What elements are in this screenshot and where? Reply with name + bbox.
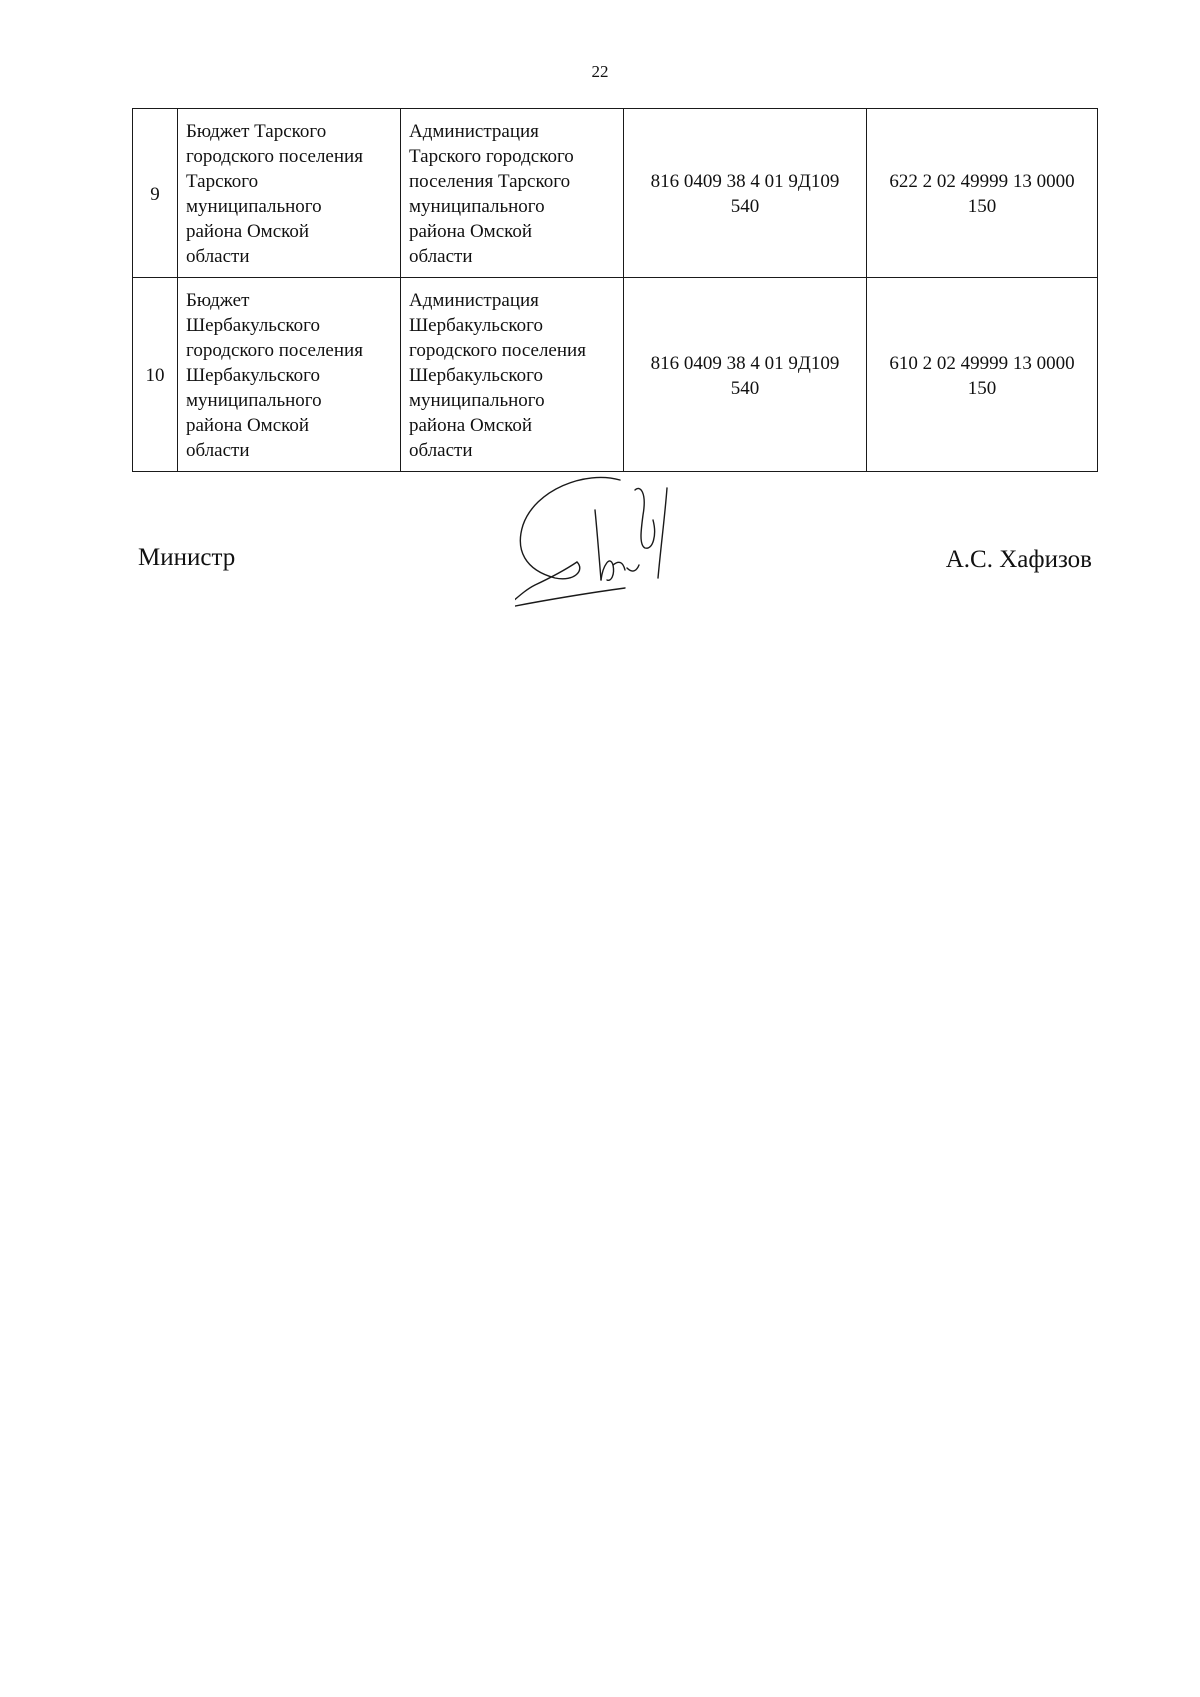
administrator-cell-line: Администрация bbox=[409, 121, 539, 142]
budget-table bbox=[132, 108, 1098, 472]
administrator-cell-line: муниципального bbox=[409, 196, 545, 217]
revenue-code-cell bbox=[867, 278, 1098, 472]
budget-name-cell-line: муниципального bbox=[186, 390, 322, 411]
budget-name-cell-line: Шербакульского bbox=[186, 365, 320, 386]
expense-code-cell-line: 816 0409 38 4 01 9Д109 bbox=[650, 352, 840, 374]
budget-name-cell-line: муниципального bbox=[186, 196, 322, 217]
budget-name-cell-line: района Омской bbox=[186, 221, 310, 242]
expense-code-cell-line: 816 0409 38 4 01 9Д109 bbox=[650, 171, 840, 192]
administrator-cell-line: городского поселения bbox=[409, 340, 586, 361]
administrator-cell-line: области bbox=[409, 246, 473, 267]
administrator-cell-line: района Омской bbox=[409, 221, 533, 242]
administrator-cell-line: Администрация bbox=[409, 290, 539, 311]
administrator-cell-line: муниципального bbox=[409, 390, 545, 411]
administrator-cell bbox=[401, 109, 624, 278]
table-row bbox=[133, 278, 1098, 472]
revenue-code-cell-line: 610 2 02 49999 13 0000 bbox=[889, 352, 1075, 374]
administrator-cell-line: Тарского городского bbox=[409, 146, 574, 167]
table-body bbox=[133, 109, 1098, 472]
budget-name-cell-line: области bbox=[186, 246, 250, 267]
handwritten-signature bbox=[515, 470, 715, 630]
administrator-cell-line: Шербакульского bbox=[409, 365, 543, 386]
budget-name-cell-line: городского поселения bbox=[186, 340, 363, 361]
budget-name-cell bbox=[178, 278, 401, 472]
page-number: 22 bbox=[591, 62, 609, 81]
budget-name-cell-line: Бюджет Тарского bbox=[186, 121, 327, 142]
administrator-cell-line: области bbox=[409, 440, 473, 461]
budget-name-cell-line: городского поселения bbox=[186, 146, 363, 167]
revenue-code-cell bbox=[867, 109, 1098, 278]
budget-name-cell-line: области bbox=[186, 440, 250, 461]
administrator-cell-line: района Омской bbox=[409, 415, 533, 436]
budget-name-cell-line: района Омской bbox=[186, 415, 310, 436]
expense-code-cell bbox=[624, 278, 867, 472]
row-number-cell: 9 bbox=[133, 109, 178, 278]
budget-name-cell-line: Бюджет bbox=[186, 290, 250, 311]
row-number-cell: 10 bbox=[133, 278, 178, 472]
table-row bbox=[133, 109, 1098, 278]
expense-code-cell-line: 540 bbox=[730, 196, 760, 217]
expense-code-cell-line: 540 bbox=[730, 377, 760, 399]
revenue-code-cell-line: 150 bbox=[967, 377, 997, 399]
revenue-code-cell-line: 622 2 02 49999 13 0000 bbox=[889, 171, 1075, 192]
administrator-cell-line: Шербакульского bbox=[409, 315, 543, 336]
administrator-cell bbox=[401, 278, 624, 472]
signatory-role: Министр bbox=[138, 544, 236, 571]
expense-code-cell bbox=[624, 109, 867, 278]
budget-name-cell-line: Шербакульского bbox=[186, 315, 320, 336]
budget-name-cell-line: Тарского bbox=[186, 171, 259, 192]
budget-name-cell bbox=[178, 109, 401, 278]
administrator-cell-line: поселения Тарского bbox=[409, 171, 571, 192]
revenue-code-cell-line: 150 bbox=[967, 196, 997, 217]
signatory-name: А.С. Хафизов bbox=[945, 546, 1092, 573]
